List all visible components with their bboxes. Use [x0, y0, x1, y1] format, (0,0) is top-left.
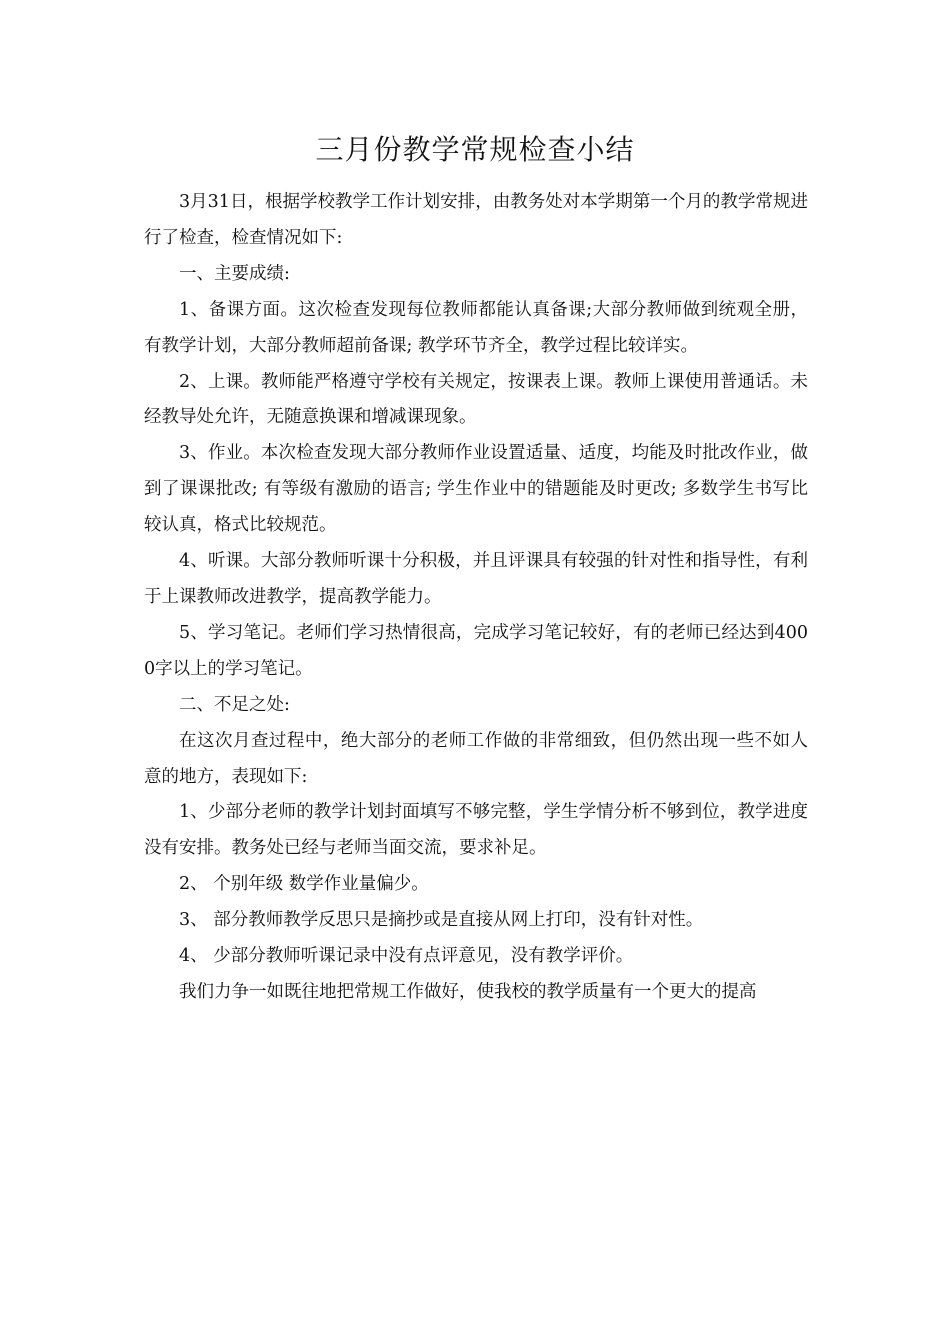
paragraph-issue-1: 1、少部分老师的教学计划封面填写不够完整，学生学情分析不够到位，教学进度没有安排。教务处已经与老师当面交流，要求补足。: [144, 802, 808, 859]
document-body: [144, 185, 808, 1011]
paragraph-lesson-prep: 1、备课方面。这次检查发现每位教师都能认真备课;大部分教师做到统观全册，有教学计划，大部分教师超前备课; 教学环节齐全，教学过程比较详实。: [144, 299, 808, 356]
paragraph-classes: 2、上课。教师能严格遵守学校有关规定，按课表上课。教师上课使用普通话。未经教导处允许，无随意换课和增减课现象。: [144, 371, 808, 428]
paragraph-study-notes: 5、学习笔记。老师们学习热情很高，完成学习笔记较好，有的老师已经达到4000字以上的学习笔记。: [144, 622, 808, 679]
paragraph-issue-2: 2、 个别年级 数学作业量偏少。: [179, 874, 429, 895]
document-title: 三月份教学常规检查小结: [315, 133, 635, 166]
paragraph-issue-4: 4、 少部分教师听课记录中没有点评意见，没有教学评价。: [179, 946, 634, 967]
section-heading-achievements: 一、主要成绩:: [179, 263, 290, 284]
paragraph-observation: 4、听课。大部分教师听课十分积极，并且评课具有较强的针对性和指导性，有利于上课教师改进教学，提高教学能力。: [144, 551, 808, 607]
paragraph-shortcomings-intro: 在这次月查过程中，绝大部分的老师工作做的非常细致，但仍然出现一些不如人意的地方，表现如下:: [144, 730, 808, 787]
paragraph-issue-3: 3、 部分教师教学反思只是摘抄或是直接从网上打印，没有针对性。: [179, 910, 704, 931]
section-heading-shortcomings: 二、不足之处:: [179, 694, 290, 715]
paragraph-closing: 我们力争一如既往地把常规工作做好，使我校的教学质量有一个更大的提高: [179, 981, 757, 1002]
paragraph-homework: 3、作业。本次检查发现大部分教师作业设置适量、适度，均能及时批改作业，做到了课课批改; 有等级有激励的语言; 学生作业中的错题能及时更改; 多数学生书写比较认真，格式比较规范。: [144, 443, 808, 536]
paragraph-intro: 3月31日，根据学校教学工作计划安排，由教务处对本学期第一个月的教学常规进行了检查，检查情况如下:: [144, 192, 808, 248]
